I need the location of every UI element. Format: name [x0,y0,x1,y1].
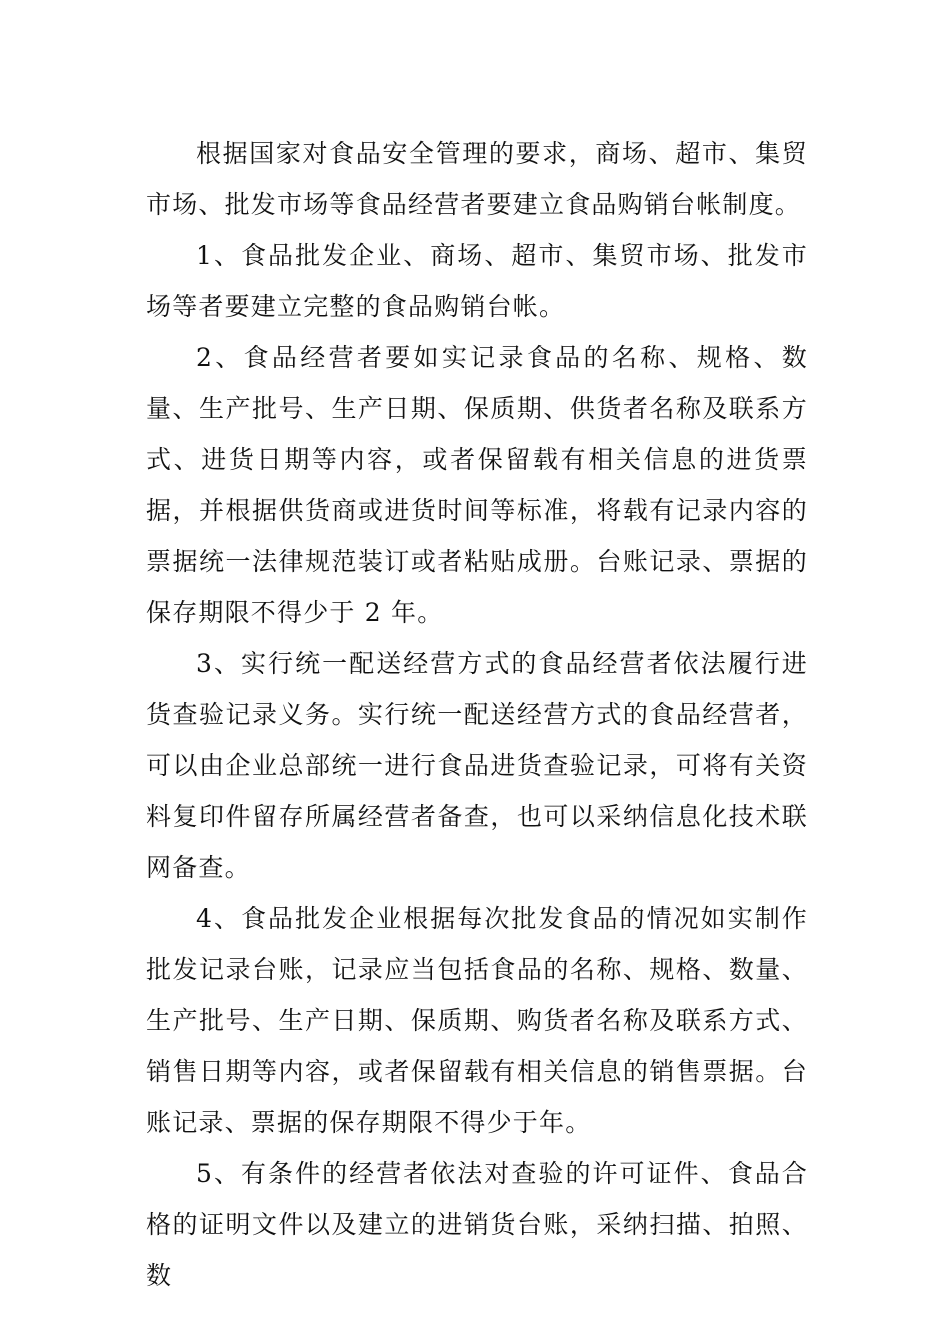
paragraph-item-1: 1、食品批发企业、商场、超市、集贸市场、批发市场等者要建立完整的食品购销台帐。 [146,241,808,321]
paragraph-item-5: 5、有条件的经营者依法对查验的许可证件、食品合格的证明文件以及建立的进销货台账，采纳扫描、拍照、数 [146,1159,808,1290]
paragraph-item-4: 4、食品批发企业根据每次批发食品的情况如实制作批发记录台账，记录应当包括食品的名称、规格、数量、生产批号、生产日期、保质期、购货者名称及联系方式、销售日期等内容，或者保留载有相关信息的销售票据。台账记录、票据的保存期限不得少于年。 [146,904,808,1137]
paragraph-item-3: 3、实行统一配送经营方式的食品经营者依法履行进货查验记录义务。实行统一配送经营方式的食品经营者，可以由企业总部统一进行食品进货查验记录，可将有关资料复印件留存所属经营者备查，也可以采纳信息化技术联网备查。 [146,649,808,882]
paragraph-intro: 根据国家对食品安全管理的要求，商场、超市、集贸市场、批发市场等食品经营者要建立食品购销台帐制度。 [146,139,808,219]
paragraph-item-2: 2、食品经营者要如实记录食品的名称、规格、数量、生产批号、生产日期、保质期、供货者名称及联系方式、进货日期等内容，或者保留载有相关信息的进货票据，并根据供货商或进货时间等标准，将载有记录内容的票据统一法律规范装订或者粘贴成册。台账记录、票据的保存期限不得少于 2 年。 [146,343,808,627]
document-body [146,128,808,1301]
